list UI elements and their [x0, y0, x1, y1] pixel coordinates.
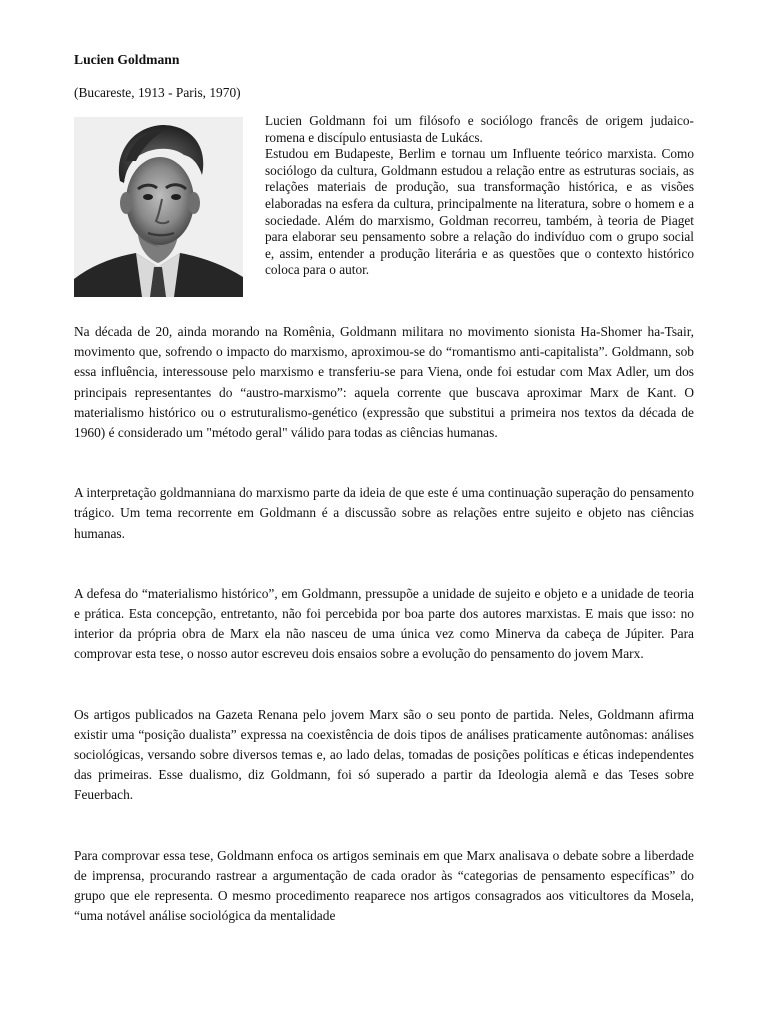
paragraph-spacer: [74, 443, 694, 483]
body-paragraph: A defesa do “materialismo histórico”, em Goldmann, pressupõe a unidade de sujeito e objeto e a unidade de teoria e prática. Esta concepção, entretanto, não foi percebida por boa parte dos autores marxistas. E mais que isso: no interior da própria obra de Marx ela não nasceu de uma única vez como Minerva da cabeça de Júpiter. Para comprovar esta tese, o nosso autor escreveu dois ensaios sobre a evolução do pensamento do jovem Marx.: [74, 585, 694, 662]
paragraph-spacer: [74, 544, 694, 584]
intro-paragraph: Estudou em Budapeste, Berlim e tornau um Influente teórico marxista. Como sociólogo da cultura, Goldmann estudou a relação entre as estruturas sociais, as relações materiais de produção, sua transformação histórica, e as visões elaboradas na esfera da cultura, principalmente na literatura, sobre o homem e a sociedade. Além do marxismo, Goldman recorreu, também, à teoria de Piaget para elaborar seu pensamento sobre a relação do indivíduo com o grupo social e, assim, entender a produção literária e as questões que o contexto histórico coloca para o autor.: [265, 146, 694, 278]
document-page: [74, 50, 694, 926]
body-paragraph: A interpretação goldmanniana do marxismo parte da ideia de que este é uma continuação superação do pensamento trágico. Um tema recorrente em Goldmann é a discussão sobre as relações entre sujeito e objeto nas ciências humanas.: [74, 485, 694, 541]
life-dates: (Bucareste, 1913 - Paris, 1970): [74, 85, 241, 100]
intro-text: [265, 113, 694, 279]
body-paragraph: Na década de 20, ainda morando na Romênia, Goldmann militara no movimento sionista Ha-Shomer ha-Tsair, movimento que, sofrendo o impacto do marxismo, aproximou-se do “romantismo anti-capitalista”. Goldmann, sob essa influência, interessouse pelo marxismo e transferiu-se para Viena, onde foi estudar com Max Adler, um dos principais representantes do “austro-marxismo”: aquela corrente que buscava aproximar Marx de Kant. O materialismo histórico ou o estruturalismo-genético (expressão que substitui a primeira nos textos da década de 1960) é considerado um "método geral" válido para todas as ciências humanas.: [74, 324, 694, 441]
paragraph-spacer: [74, 665, 694, 705]
paragraph-spacer: [74, 806, 694, 846]
intro-paragraph: Lucien Goldmann foi um filósofo e sociólogo francês de origem judaico-romena e discípulo entusiasta de Lukács.: [265, 113, 694, 145]
body-paragraph: Os artigos publicados na Gazeta Renana pelo jovem Marx são o seu ponto de partida. Neles, Goldmann afirma existir uma “posição dualista” expressa na coexistência de dois tipos de análises praticamente autônomas: análises sociológicas, versando sobre diversos temas e, ao lado delas, tomadas de posições políticas e éticas independentes das primeiras. Esse dualismo, diz Goldmann, foi só superado a partir da Ideologia alemã e das Teses sobre Feuerbach.: [74, 706, 694, 803]
portrait-photo: [74, 117, 243, 297]
document-title: Lucien Goldmann: [74, 52, 180, 67]
body-paragraph: Para comprovar essa tese, Goldmann enfoca os artigos seminais em que Marx analisava o debate sobre a liberdade de imprensa, procurando rastrear a argumentação de cada orador às “categorias de pensamento específicas” do grupo que ele representa. O mesmo procedimento reaparece nos artigos consagrados aos viticultores da Mosela, “uma notável análise sociológica da mentalidade: [74, 847, 694, 924]
portrait-illustration: [74, 117, 243, 297]
intro-section: [74, 113, 694, 297]
